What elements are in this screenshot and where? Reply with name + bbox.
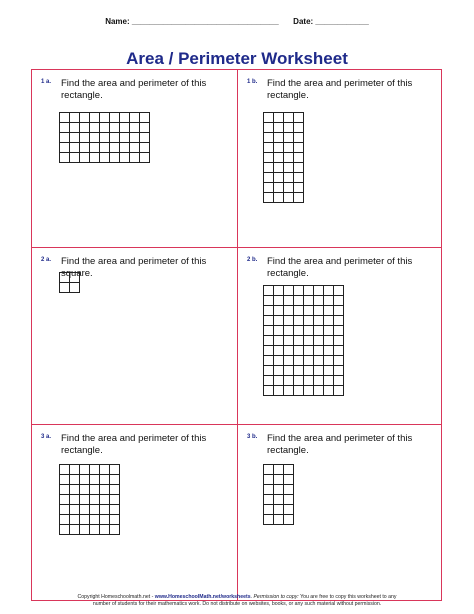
grid-square: [273, 112, 283, 122]
grid-square: [283, 162, 293, 172]
problem-question: Find the area and perimeter of this square.: [61, 256, 207, 279]
grid-square: [293, 122, 303, 132]
grid-square: [109, 122, 119, 132]
grid-square: [79, 152, 89, 162]
grid-square: [283, 504, 293, 514]
grid-square: [293, 355, 303, 365]
grid-square: [69, 464, 79, 474]
worksheet-frame: [31, 69, 442, 601]
grid-square: [59, 272, 69, 282]
grid-square: [89, 474, 99, 484]
grid-square: [263, 355, 273, 365]
grid-square: [119, 122, 129, 132]
grid-square: [59, 514, 69, 524]
grid-square: [99, 464, 109, 474]
grid-square: [109, 464, 119, 474]
grid-square: [283, 192, 293, 202]
grid-square: [303, 345, 313, 355]
grid-square: [273, 494, 283, 504]
unit-grid: [59, 112, 150, 163]
grid-square: [273, 335, 283, 345]
grid-square: [89, 132, 99, 142]
grid-square: [79, 112, 89, 122]
grid-square: [333, 365, 343, 375]
problem-number: 3 a.: [41, 434, 52, 440]
grid-square: [273, 142, 283, 152]
grid-square: [263, 365, 273, 375]
grid-square: [283, 345, 293, 355]
grid-square: [263, 385, 273, 395]
grid-square: [59, 484, 69, 494]
problem-2a: [32, 248, 237, 425]
grid-square: [79, 132, 89, 142]
grid-square: [263, 345, 273, 355]
grid-square: [303, 285, 313, 295]
grid-square: [313, 385, 323, 395]
grid-square: [263, 132, 273, 142]
grid-square: [79, 504, 89, 514]
grid-square: [263, 295, 273, 305]
grid-square: [263, 315, 273, 325]
grid-square: [323, 365, 333, 375]
grid-square: [119, 112, 129, 122]
grid-square: [303, 295, 313, 305]
grid-square: [293, 182, 303, 192]
grid-square: [283, 305, 293, 315]
grid-square: [263, 494, 273, 504]
grid-square: [69, 524, 79, 534]
name-date-line: [0, 17, 474, 26]
grid-square: [109, 474, 119, 484]
grid-square: [263, 305, 273, 315]
grid-square: [293, 152, 303, 162]
grid-square: [79, 122, 89, 132]
grid-square: [89, 494, 99, 504]
grid-square: [273, 295, 283, 305]
grid-square: [109, 132, 119, 142]
grid-square: [59, 494, 69, 504]
grid-square: [263, 182, 273, 192]
name-field[interactable]: Name: _________________________________: [105, 17, 279, 26]
grid-square: [303, 325, 313, 335]
grid-square: [263, 142, 273, 152]
grid-square: [283, 365, 293, 375]
grid-square: [283, 484, 293, 494]
grid-square: [59, 504, 69, 514]
grid-square: [273, 182, 283, 192]
grid-square: [323, 355, 333, 365]
grid-square: [303, 365, 313, 375]
grid-square: [273, 325, 283, 335]
grid-square: [69, 282, 79, 292]
grid-square: [273, 484, 283, 494]
grid-square: [69, 504, 79, 514]
grid-square: [273, 365, 283, 375]
grid-square: [99, 494, 109, 504]
grid-square: [79, 494, 89, 504]
grid-square: [333, 295, 343, 305]
grid-square: [59, 464, 69, 474]
grid-square: [263, 325, 273, 335]
grid-square: [139, 132, 149, 142]
grid-square: [323, 315, 333, 325]
grid-square: [69, 474, 79, 484]
grid-square: [293, 345, 303, 355]
grid-square: [59, 112, 69, 122]
permission-text-line2: number of students for their mathematics work. Do not distribute on websites, books, or any such material without permission.: [92, 601, 382, 607]
problem-number: 2 a.: [41, 257, 52, 263]
problem-1b: [238, 70, 443, 247]
grid-square: [293, 132, 303, 142]
grid-square: [283, 494, 293, 504]
grid-square: [283, 375, 293, 385]
grid-square: [59, 142, 69, 152]
grid-square: [333, 345, 343, 355]
grid-square: [263, 335, 273, 345]
grid-square: [99, 112, 109, 122]
grid-square: [273, 504, 283, 514]
grid-square: [283, 132, 293, 142]
grid-square: [79, 464, 89, 474]
grid-square: [263, 162, 273, 172]
grid-square: [59, 132, 69, 142]
grid-square: [283, 474, 293, 484]
grid-square: [89, 112, 99, 122]
grid-square: [263, 112, 273, 122]
grid-square: [119, 142, 129, 152]
copyright-footer: Copyright Homeschoolmath.net - www.HomeschoolMath.net/worksheets. Permission to copy: You are free to copy this worksheet to any number of students for their mathematics work. Do not distribute on websites, books, or any such material without permission.: [0, 594, 474, 608]
grid-square: [263, 484, 273, 494]
unit-grid: [263, 112, 304, 203]
grid-square: [273, 162, 283, 172]
grid-square: [129, 142, 139, 152]
grid-square: [273, 192, 283, 202]
grid-square: [59, 474, 69, 484]
grid-square: [283, 315, 293, 325]
grid-square: [79, 524, 89, 534]
grid-square: [323, 285, 333, 295]
problem-number: 2 b.: [247, 257, 258, 263]
grid-square: [323, 295, 333, 305]
grid-square: [273, 385, 283, 395]
grid-square: [89, 484, 99, 494]
problem-3a: [32, 425, 237, 602]
grid-square: [59, 152, 69, 162]
grid-square: [69, 272, 79, 282]
grid-square: [109, 484, 119, 494]
grid-square: [69, 152, 79, 162]
grid-square: [79, 474, 89, 484]
grid-square: [89, 514, 99, 524]
problem-3b: [238, 425, 443, 602]
grid-square: [303, 305, 313, 315]
grid-square: [129, 122, 139, 132]
grid-square: [293, 142, 303, 152]
grid-square: [313, 315, 323, 325]
grid-square: [283, 182, 293, 192]
grid-square: [273, 345, 283, 355]
grid-square: [313, 365, 323, 375]
problem-2b: [238, 248, 443, 425]
grid-square: [283, 464, 293, 474]
grid-square: [273, 375, 283, 385]
problem-question: Find the area and perimeter of this rectangle.: [267, 433, 413, 456]
grid-square: [69, 484, 79, 494]
grid-square: [69, 514, 79, 524]
grid-square: [333, 305, 343, 315]
grid-square: [273, 132, 283, 142]
grid-square: [313, 285, 323, 295]
grid-square: [323, 325, 333, 335]
grid-square: [263, 285, 273, 295]
grid-square: [313, 345, 323, 355]
grid-square: [129, 152, 139, 162]
grid-square: [109, 514, 119, 524]
grid-square: [99, 142, 109, 152]
grid-square: [283, 335, 293, 345]
grid-square: [139, 112, 149, 122]
grid-square: [313, 295, 323, 305]
grid-square: [293, 192, 303, 202]
grid-square: [99, 132, 109, 142]
grid-square: [79, 142, 89, 152]
grid-square: [283, 142, 293, 152]
grid-square: [99, 524, 109, 534]
problem-number: 1 a.: [41, 79, 52, 85]
problem-question: Find the area and perimeter of this rectangle.: [61, 433, 207, 456]
grid-square: [109, 504, 119, 514]
grid-square: [119, 152, 129, 162]
grid-square: [283, 385, 293, 395]
grid-square: [283, 325, 293, 335]
grid-square: [333, 325, 343, 335]
grid-square: [313, 325, 323, 335]
grid-square: [303, 375, 313, 385]
grid-square: [293, 325, 303, 335]
grid-square: [59, 282, 69, 292]
grid-square: [89, 464, 99, 474]
grid-square: [323, 375, 333, 385]
unit-grid: [263, 285, 344, 396]
problem-number: 3 b.: [247, 434, 258, 440]
unit-grid: [59, 272, 80, 293]
grid-square: [293, 315, 303, 325]
grid-square: [89, 122, 99, 132]
grid-square: [139, 152, 149, 162]
grid-square: [303, 335, 313, 345]
grid-square: [99, 152, 109, 162]
grid-square: [109, 494, 119, 504]
grid-square: [263, 122, 273, 132]
grid-square: [283, 172, 293, 182]
grid-square: [283, 152, 293, 162]
grid-square: [263, 464, 273, 474]
grid-square: [79, 484, 89, 494]
unit-grid: [263, 464, 294, 525]
problem-question: Find the area and perimeter of this rectangle.: [267, 256, 413, 279]
grid-square: [333, 375, 343, 385]
grid-square: [273, 355, 283, 365]
grid-square: [283, 122, 293, 132]
grid-square: [263, 514, 273, 524]
grid-square: [333, 285, 343, 295]
problem-number: 1 b.: [247, 79, 258, 85]
website-link[interactable]: www.HomeschoolMath.net/worksheets: [154, 594, 251, 600]
grid-square: [323, 305, 333, 315]
grid-square: [303, 315, 313, 325]
grid-square: [263, 375, 273, 385]
grid-square: [333, 335, 343, 345]
grid-square: [263, 152, 273, 162]
grid-square: [139, 122, 149, 132]
grid-square: [263, 474, 273, 484]
grid-square: [99, 514, 109, 524]
grid-square: [109, 524, 119, 534]
permission-text: You are free to copy this worksheet to any: [298, 594, 397, 600]
grid-square: [139, 142, 149, 152]
problem-question: Find the area and perimeter of this rectangle.: [267, 78, 413, 101]
grid-square: [333, 355, 343, 365]
grid-square: [333, 385, 343, 395]
grid-square: [99, 122, 109, 132]
grid-square: [263, 192, 273, 202]
permission-label: Permission to copy:: [253, 594, 299, 600]
date-field[interactable]: Date: ____________: [293, 17, 369, 26]
grid-square: [293, 172, 303, 182]
grid-square: [89, 152, 99, 162]
grid-square: [283, 355, 293, 365]
grid-square: [273, 285, 283, 295]
grid-square: [99, 474, 109, 484]
grid-square: [303, 385, 313, 395]
grid-square: [313, 305, 323, 315]
grid-square: [109, 152, 119, 162]
grid-square: [79, 514, 89, 524]
grid-square: [273, 172, 283, 182]
worksheet-title: Area / Perimeter Worksheet: [126, 49, 348, 68]
grid-square: [89, 142, 99, 152]
grid-square: [283, 285, 293, 295]
grid-square: [99, 484, 109, 494]
grid-square: [293, 295, 303, 305]
grid-square: [273, 474, 283, 484]
grid-square: [273, 122, 283, 132]
grid-square: [263, 504, 273, 514]
grid-square: [293, 335, 303, 345]
grid-square: [59, 524, 69, 534]
grid-square: [69, 122, 79, 132]
grid-square: [293, 285, 303, 295]
grid-square: [273, 305, 283, 315]
grid-square: [273, 315, 283, 325]
unit-grid: [59, 464, 120, 535]
grid-square: [69, 142, 79, 152]
copyright-text: Copyright Homeschoolmath.net -: [77, 594, 155, 600]
grid-square: [323, 335, 333, 345]
grid-square: [89, 504, 99, 514]
grid-square: [69, 494, 79, 504]
grid-square: [293, 375, 303, 385]
grid-square: [323, 385, 333, 395]
grid-square: [313, 355, 323, 365]
grid-square: [89, 524, 99, 534]
grid-square: [313, 375, 323, 385]
grid-square: [293, 162, 303, 172]
grid-square: [303, 355, 313, 365]
problem-1a: [32, 70, 237, 247]
grid-square: [129, 132, 139, 142]
grid-square: [273, 464, 283, 474]
grid-square: [293, 385, 303, 395]
grid-square: [323, 345, 333, 355]
grid-square: [109, 112, 119, 122]
grid-square: [99, 504, 109, 514]
grid-square: [293, 305, 303, 315]
grid-square: [293, 112, 303, 122]
grid-square: [333, 315, 343, 325]
grid-square: [119, 132, 129, 142]
problem-question: Find the area and perimeter of this rectangle.: [61, 78, 207, 101]
grid-square: [263, 172, 273, 182]
grid-square: [283, 514, 293, 524]
grid-square: [59, 122, 69, 132]
grid-square: [69, 112, 79, 122]
grid-square: [313, 335, 323, 345]
grid-square: [293, 365, 303, 375]
grid-square: [69, 132, 79, 142]
grid-square: [129, 112, 139, 122]
grid-square: [273, 152, 283, 162]
grid-square: [273, 514, 283, 524]
grid-square: [109, 142, 119, 152]
grid-square: [283, 295, 293, 305]
grid-square: [283, 112, 293, 122]
